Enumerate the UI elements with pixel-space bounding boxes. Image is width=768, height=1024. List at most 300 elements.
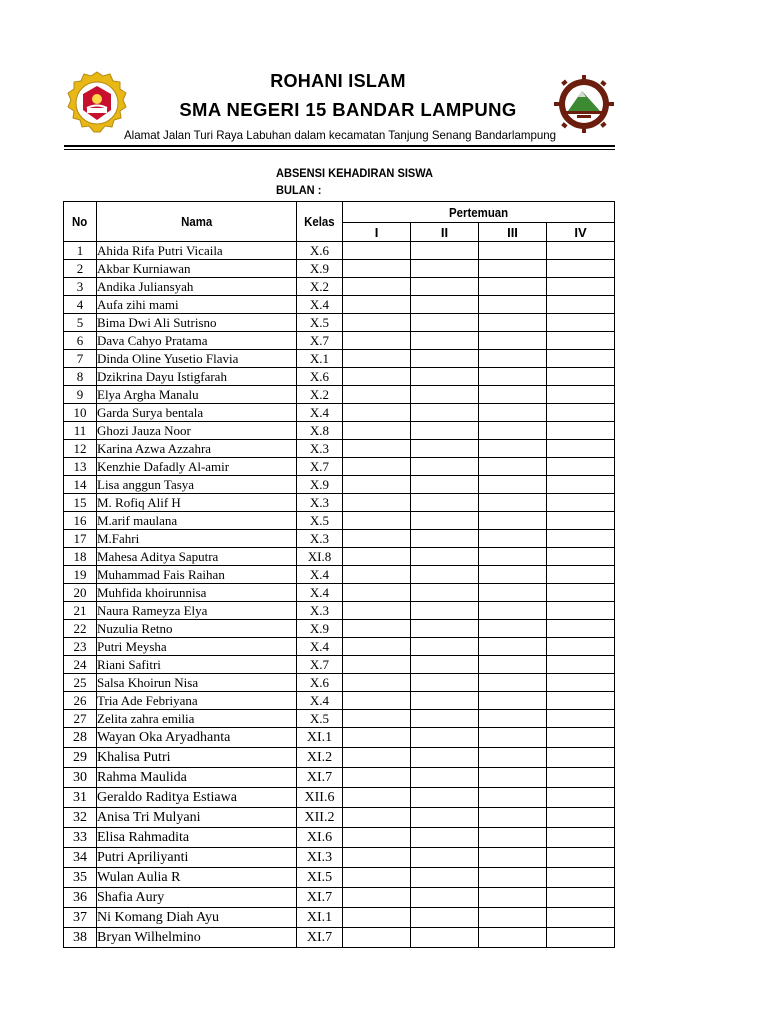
row-number: 34 bbox=[64, 848, 97, 868]
student-class: X.1 bbox=[297, 350, 343, 368]
attendance-cell bbox=[479, 908, 547, 928]
student-class: X.4 bbox=[297, 404, 343, 422]
attendance-cell bbox=[343, 888, 411, 908]
attendance-cell bbox=[411, 928, 479, 948]
row-number: 28 bbox=[64, 728, 97, 748]
attendance-cell bbox=[411, 748, 479, 768]
table-row bbox=[64, 440, 615, 458]
table-row bbox=[64, 530, 615, 548]
attendance-cell bbox=[411, 638, 479, 656]
attendance-cell bbox=[479, 314, 547, 332]
student-class: X.7 bbox=[297, 332, 343, 350]
attendance-cell bbox=[343, 728, 411, 748]
row-number: 22 bbox=[64, 620, 97, 638]
attendance-cell bbox=[411, 512, 479, 530]
row-number: 38 bbox=[64, 928, 97, 948]
attendance-cell bbox=[547, 530, 615, 548]
attendance-cell bbox=[411, 350, 479, 368]
attendance-cell bbox=[479, 656, 547, 674]
student-name: Lisa anggun Tasya bbox=[97, 476, 297, 494]
student-name: Shafia Aury bbox=[97, 888, 297, 908]
attendance-cell bbox=[411, 404, 479, 422]
student-name: M. Rofiq Alif H bbox=[97, 494, 297, 512]
student-class: X.3 bbox=[297, 440, 343, 458]
student-class: X.2 bbox=[297, 386, 343, 404]
attendance-cell bbox=[479, 458, 547, 476]
row-number: 23 bbox=[64, 638, 97, 656]
attendance-cell bbox=[343, 710, 411, 728]
attendance-cell bbox=[547, 458, 615, 476]
column-header-kelas: Kelas bbox=[297, 202, 343, 242]
student-name: Ni Komang Diah Ayu bbox=[97, 908, 297, 928]
row-number: 18 bbox=[64, 548, 97, 566]
student-class: XI.7 bbox=[297, 768, 343, 788]
attendance-cell bbox=[343, 638, 411, 656]
attendance-cell bbox=[343, 422, 411, 440]
student-name: Akbar Kurniawan bbox=[97, 260, 297, 278]
row-number: 24 bbox=[64, 656, 97, 674]
column-header-nama: Nama bbox=[97, 202, 297, 242]
attendance-cell bbox=[547, 296, 615, 314]
student-name: Salsa Khoirun Nisa bbox=[97, 674, 297, 692]
attendance-cell bbox=[343, 748, 411, 768]
attendance-cell bbox=[411, 296, 479, 314]
attendance-cell bbox=[411, 458, 479, 476]
student-class: X.3 bbox=[297, 530, 343, 548]
attendance-cell bbox=[547, 808, 615, 828]
table-row bbox=[64, 494, 615, 512]
row-number: 27 bbox=[64, 710, 97, 728]
student-name: Andika Juliansyah bbox=[97, 278, 297, 296]
attendance-cell bbox=[479, 476, 547, 494]
table-row bbox=[64, 768, 615, 788]
student-class: X.4 bbox=[297, 296, 343, 314]
row-number: 37 bbox=[64, 908, 97, 928]
table-row bbox=[64, 692, 615, 710]
header-divider bbox=[64, 145, 615, 147]
attendance-cell bbox=[547, 314, 615, 332]
attendance-cell bbox=[411, 260, 479, 278]
student-name: Putri Apriliyanti bbox=[97, 848, 297, 868]
attendance-cell bbox=[343, 386, 411, 404]
attendance-cell bbox=[547, 368, 615, 386]
student-name: Dzikrina Dayu Istigfarah bbox=[97, 368, 297, 386]
attendance-cell bbox=[547, 768, 615, 788]
student-name: M.Fahri bbox=[97, 530, 297, 548]
attendance-cell bbox=[479, 728, 547, 748]
table-row bbox=[64, 674, 615, 692]
attendance-cell bbox=[343, 458, 411, 476]
row-number: 2 bbox=[64, 260, 97, 278]
attendance-cell bbox=[411, 868, 479, 888]
attendance-cell bbox=[343, 620, 411, 638]
table-row bbox=[64, 868, 615, 888]
attendance-cell bbox=[411, 692, 479, 710]
table-row bbox=[64, 748, 615, 768]
student-name: Naura Rameyza Elya bbox=[97, 602, 297, 620]
rohis-mountain-emblem-icon bbox=[552, 75, 616, 133]
student-name: Ghozi Jauza Noor bbox=[97, 422, 297, 440]
student-class: XI.3 bbox=[297, 848, 343, 868]
attendance-cell bbox=[479, 888, 547, 908]
attendance-cell bbox=[479, 566, 547, 584]
attendance-cell bbox=[479, 808, 547, 828]
attendance-cell bbox=[547, 350, 615, 368]
table-row bbox=[64, 404, 615, 422]
attendance-cell bbox=[411, 584, 479, 602]
attendance-cell bbox=[343, 602, 411, 620]
attendance-cell bbox=[343, 828, 411, 848]
attendance-cell bbox=[479, 868, 547, 888]
row-number: 36 bbox=[64, 888, 97, 908]
attendance-cell bbox=[343, 260, 411, 278]
attendance-cell bbox=[547, 494, 615, 512]
attendance-cell bbox=[411, 278, 479, 296]
attendance-cell bbox=[479, 848, 547, 868]
table-row bbox=[64, 638, 615, 656]
student-class: X.3 bbox=[297, 494, 343, 512]
student-class: X.5 bbox=[297, 314, 343, 332]
attendance-cell bbox=[411, 548, 479, 566]
attendance-cell bbox=[343, 350, 411, 368]
attendance-cell bbox=[411, 386, 479, 404]
organization-title: ROHANI ISLAM bbox=[270, 71, 406, 91]
attendance-cell bbox=[343, 332, 411, 350]
attendance-cell bbox=[411, 242, 479, 260]
attendance-cell bbox=[479, 296, 547, 314]
student-class: X.4 bbox=[297, 566, 343, 584]
table-row bbox=[64, 512, 615, 530]
attendance-cell bbox=[479, 768, 547, 788]
row-number: 17 bbox=[64, 530, 97, 548]
row-number: 1 bbox=[64, 242, 97, 260]
attendance-cell bbox=[411, 768, 479, 788]
student-class: XI.5 bbox=[297, 868, 343, 888]
table-row bbox=[64, 314, 615, 332]
attendance-cell bbox=[479, 710, 547, 728]
attendance-cell bbox=[479, 404, 547, 422]
attendance-cell bbox=[479, 638, 547, 656]
attendance-cell bbox=[343, 584, 411, 602]
attendance-table bbox=[63, 201, 615, 948]
row-number: 3 bbox=[64, 278, 97, 296]
session-header-3: III bbox=[479, 223, 547, 242]
attendance-cell bbox=[479, 748, 547, 768]
attendance-cell bbox=[479, 548, 547, 566]
row-number: 26 bbox=[64, 692, 97, 710]
attendance-cell bbox=[343, 530, 411, 548]
student-name: Bima Dwi Ali Sutrisno bbox=[97, 314, 297, 332]
attendance-cell bbox=[547, 788, 615, 808]
student-name: Aufa zihi mami bbox=[97, 296, 297, 314]
student-class: X.3 bbox=[297, 602, 343, 620]
table-row bbox=[64, 710, 615, 728]
attendance-cell bbox=[411, 848, 479, 868]
attendance-cell bbox=[343, 808, 411, 828]
table-row bbox=[64, 296, 615, 314]
student-class: XI.8 bbox=[297, 548, 343, 566]
table-row bbox=[64, 620, 615, 638]
attendance-cell bbox=[343, 404, 411, 422]
student-name: Muhammad Fais Raihan bbox=[97, 566, 297, 584]
row-number: 15 bbox=[64, 494, 97, 512]
table-row bbox=[64, 278, 615, 296]
student-class: X.9 bbox=[297, 260, 343, 278]
attendance-cell bbox=[343, 296, 411, 314]
table-row bbox=[64, 386, 615, 404]
attendance-cell bbox=[411, 828, 479, 848]
attendance-cell bbox=[479, 530, 547, 548]
student-name: Elya Argha Manalu bbox=[97, 386, 297, 404]
row-number: 19 bbox=[64, 566, 97, 584]
attendance-cell bbox=[343, 368, 411, 386]
attendance-cell bbox=[547, 620, 615, 638]
attendance-cell bbox=[479, 386, 547, 404]
attendance-cell bbox=[547, 868, 615, 888]
attendance-cell bbox=[547, 674, 615, 692]
attendance-cell bbox=[547, 278, 615, 296]
attendance-cell bbox=[547, 692, 615, 710]
attendance-cell bbox=[411, 808, 479, 828]
student-name: Mahesa Aditya Saputra bbox=[97, 548, 297, 566]
letterhead bbox=[0, 0, 768, 150]
row-number: 12 bbox=[64, 440, 97, 458]
attendance-cell bbox=[343, 494, 411, 512]
table-row bbox=[64, 602, 615, 620]
attendance-cell bbox=[411, 422, 479, 440]
row-number: 4 bbox=[64, 296, 97, 314]
row-number: 21 bbox=[64, 602, 97, 620]
session-header-2: II bbox=[411, 223, 479, 242]
student-name: Anisa Tri Mulyani bbox=[97, 808, 297, 828]
attendance-cell bbox=[411, 888, 479, 908]
attendance-cell bbox=[479, 674, 547, 692]
student-class: XII.2 bbox=[297, 808, 343, 828]
attendance-cell bbox=[411, 788, 479, 808]
attendance-cell bbox=[343, 674, 411, 692]
row-number: 31 bbox=[64, 788, 97, 808]
student-name: Wayan Oka Aryadhanta bbox=[97, 728, 297, 748]
attendance-cell bbox=[479, 422, 547, 440]
row-number: 9 bbox=[64, 386, 97, 404]
attendance-cell bbox=[547, 404, 615, 422]
row-number: 6 bbox=[64, 332, 97, 350]
attendance-cell bbox=[343, 788, 411, 808]
attendance-cell bbox=[547, 728, 615, 748]
column-header-pertemuan: Pertemuan bbox=[343, 202, 615, 223]
student-name: Rahma Maulida bbox=[97, 768, 297, 788]
row-number: 35 bbox=[64, 868, 97, 888]
student-name: Elisa Rahmadita bbox=[97, 828, 297, 848]
student-name: Karina Azwa Azzahra bbox=[97, 440, 297, 458]
row-number: 10 bbox=[64, 404, 97, 422]
attendance-cell bbox=[547, 638, 615, 656]
attendance-cell bbox=[479, 440, 547, 458]
student-class: X.8 bbox=[297, 422, 343, 440]
student-name: M.arif maulana bbox=[97, 512, 297, 530]
attendance-cell bbox=[343, 548, 411, 566]
attendance-cell bbox=[547, 828, 615, 848]
student-class: X.7 bbox=[297, 656, 343, 674]
attendance-cell bbox=[547, 260, 615, 278]
attendance-cell bbox=[547, 908, 615, 928]
table-row bbox=[64, 350, 615, 368]
student-class: XI.2 bbox=[297, 748, 343, 768]
attendance-cell bbox=[547, 332, 615, 350]
attendance-cell bbox=[343, 848, 411, 868]
attendance-cell bbox=[411, 674, 479, 692]
attendance-cell bbox=[411, 314, 479, 332]
table-row bbox=[64, 808, 615, 828]
attendance-cell bbox=[411, 566, 479, 584]
table-row bbox=[64, 242, 615, 260]
table-row bbox=[64, 476, 615, 494]
session-header-1: I bbox=[343, 223, 411, 242]
attendance-cell bbox=[343, 566, 411, 584]
table-row bbox=[64, 260, 615, 278]
row-number: 25 bbox=[64, 674, 97, 692]
attendance-cell bbox=[343, 768, 411, 788]
attendance-cell bbox=[479, 602, 547, 620]
student-class: X.7 bbox=[297, 458, 343, 476]
attendance-cell bbox=[411, 710, 479, 728]
student-class: X.4 bbox=[297, 638, 343, 656]
student-name: Kenzhie Dafadly Al-amir bbox=[97, 458, 297, 476]
attendance-cell bbox=[343, 868, 411, 888]
attendance-cell bbox=[479, 584, 547, 602]
attendance-cell bbox=[547, 710, 615, 728]
attendance-cell bbox=[343, 692, 411, 710]
table-row bbox=[64, 422, 615, 440]
table-row bbox=[64, 368, 615, 386]
student-class: X.5 bbox=[297, 512, 343, 530]
student-name: Khalisa Putri bbox=[97, 748, 297, 768]
student-class: XII.6 bbox=[297, 788, 343, 808]
attendance-cell bbox=[343, 440, 411, 458]
attendance-cell bbox=[411, 656, 479, 674]
student-name: Zelita zahra emilia bbox=[97, 710, 297, 728]
document-title: ABSENSI KEHADIRAN SISWA bbox=[276, 166, 434, 180]
attendance-cell bbox=[411, 908, 479, 928]
row-number: 11 bbox=[64, 422, 97, 440]
student-name: Dava Cahyo Pratama bbox=[97, 332, 297, 350]
attendance-cell bbox=[479, 350, 547, 368]
student-class: X.6 bbox=[297, 674, 343, 692]
attendance-cell bbox=[411, 332, 479, 350]
header-divider-thin bbox=[64, 149, 615, 150]
attendance-cell bbox=[411, 476, 479, 494]
row-number: 20 bbox=[64, 584, 97, 602]
attendance-cell bbox=[479, 828, 547, 848]
student-name: Riani Safitri bbox=[97, 656, 297, 674]
attendance-cell bbox=[479, 368, 547, 386]
student-name: Putri Meysha bbox=[97, 638, 297, 656]
attendance-cell bbox=[547, 386, 615, 404]
student-class: XI.7 bbox=[297, 928, 343, 948]
student-class: X.4 bbox=[297, 584, 343, 602]
table-row bbox=[64, 566, 615, 584]
attendance-cell bbox=[547, 548, 615, 566]
attendance-cell bbox=[411, 440, 479, 458]
student-class: X.4 bbox=[297, 692, 343, 710]
attendance-cell bbox=[479, 494, 547, 512]
table-row bbox=[64, 584, 615, 602]
student-class: XI.1 bbox=[297, 728, 343, 748]
student-class: XI.6 bbox=[297, 828, 343, 848]
table-row bbox=[64, 548, 615, 566]
row-number: 8 bbox=[64, 368, 97, 386]
table-row bbox=[64, 928, 615, 948]
attendance-cell bbox=[547, 928, 615, 948]
table-row bbox=[64, 848, 615, 868]
student-class: X.5 bbox=[297, 710, 343, 728]
attendance-cell bbox=[547, 602, 615, 620]
attendance-cell bbox=[479, 278, 547, 296]
student-name: Geraldo Raditya Estiawa bbox=[97, 788, 297, 808]
attendance-cell bbox=[547, 748, 615, 768]
student-class: X.9 bbox=[297, 476, 343, 494]
student-class: X.9 bbox=[297, 620, 343, 638]
attendance-cell bbox=[479, 242, 547, 260]
attendance-cell bbox=[479, 692, 547, 710]
student-class: XI.1 bbox=[297, 908, 343, 928]
row-number: 33 bbox=[64, 828, 97, 848]
table-row bbox=[64, 458, 615, 476]
student-class: XI.7 bbox=[297, 888, 343, 908]
student-name: Tria Ade Febriyana bbox=[97, 692, 297, 710]
attendance-cell bbox=[547, 422, 615, 440]
attendance-cell bbox=[547, 566, 615, 584]
student-name: Dinda Oline Yusetio Flavia bbox=[97, 350, 297, 368]
attendance-cell bbox=[343, 314, 411, 332]
student-name: Ahida Rifa Putri Vicaila bbox=[97, 242, 297, 260]
attendance-cell bbox=[343, 656, 411, 674]
attendance-cell bbox=[547, 512, 615, 530]
attendance-cell bbox=[547, 584, 615, 602]
school-name: SMA NEGERI 15 BANDAR LAMPUNG bbox=[179, 99, 517, 120]
attendance-cell bbox=[479, 928, 547, 948]
attendance-cell bbox=[343, 928, 411, 948]
student-name: Garda Surya bentala bbox=[97, 404, 297, 422]
table-row bbox=[64, 888, 615, 908]
attendance-cell bbox=[547, 440, 615, 458]
attendance-cell bbox=[343, 278, 411, 296]
table-row bbox=[64, 788, 615, 808]
row-number: 32 bbox=[64, 808, 97, 828]
student-name: Bryan Wilhelmino bbox=[97, 928, 297, 948]
table-row bbox=[64, 332, 615, 350]
attendance-cell bbox=[479, 512, 547, 530]
table-row bbox=[64, 728, 615, 748]
attendance-cell bbox=[411, 530, 479, 548]
attendance-cell bbox=[343, 476, 411, 494]
attendance-cell bbox=[547, 476, 615, 494]
row-number: 5 bbox=[64, 314, 97, 332]
row-number: 30 bbox=[64, 768, 97, 788]
column-header-no: No bbox=[64, 202, 97, 242]
attendance-cell bbox=[343, 908, 411, 928]
row-number: 13 bbox=[64, 458, 97, 476]
student-class: X.6 bbox=[297, 242, 343, 260]
attendance-cell bbox=[479, 620, 547, 638]
student-name: Wulan Aulia R bbox=[97, 868, 297, 888]
student-name: Nuzulia Retno bbox=[97, 620, 297, 638]
attendance-cell bbox=[411, 728, 479, 748]
month-label: BULAN : bbox=[276, 183, 322, 197]
attendance-cell bbox=[479, 788, 547, 808]
school-address: Alamat Jalan Turi Raya Labuhan dalam kecamatan Tanjung Senang Bandarlampung bbox=[124, 128, 557, 142]
attendance-cell bbox=[547, 656, 615, 674]
